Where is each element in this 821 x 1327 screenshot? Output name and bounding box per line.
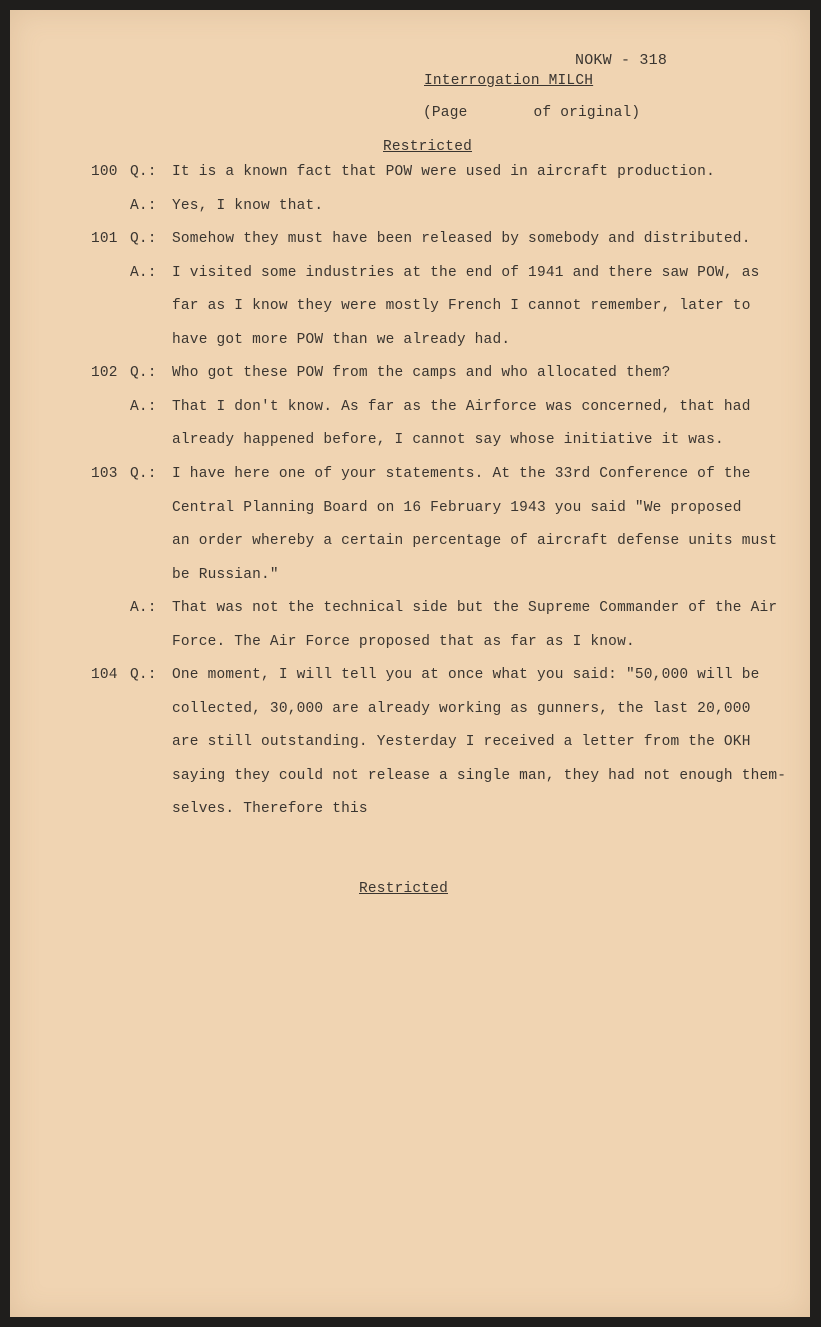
answer-label: A.: [130, 600, 157, 617]
document-title: Interrogation MILCH [424, 73, 594, 89]
classification-header: Restricted [383, 139, 473, 155]
answer-text-line: already happened before, I cannot say whose initiative it was. [172, 432, 724, 449]
question-text-line: It is a known fact that POW were used in aircraft production. [172, 164, 715, 180]
question-text-line: saying they could not release a single man, they had not enough them- [172, 767, 787, 784]
question-text-line: collected, 30,000 are already working as gunners, the last 20,000 [172, 700, 751, 717]
question-text-line: an order whereby a certain percentage of aircraft defense units must [172, 533, 778, 550]
page-note-right: of original) [533, 105, 641, 121]
answer-label: A.: [130, 398, 157, 415]
question-text-line: Central Planning Board on 16 February 1943 you said "We proposed [172, 499, 742, 516]
question-text-line: Somehow they must have been released by somebody and distributed. [172, 231, 751, 248]
question-number: 100 [91, 164, 118, 180]
question-text-line: One moment, I will tell you at once what you said: "50,000 will be [172, 667, 760, 684]
document-number: NOKW - 318 [575, 52, 668, 69]
answer-text-line: I visited some industries at the end of 1941 and there saw POW, as [172, 264, 760, 281]
answer-text-line: That I don't know. As far as the Airforce was concerned, that had [172, 398, 751, 415]
question-label: Q.: [130, 365, 157, 382]
question-number: 104 [91, 667, 118, 684]
question-number: 102 [91, 365, 118, 382]
answer-label: A.: [130, 264, 157, 281]
answer-text-line: That was not the technical side but the Supreme Commander of the Air [172, 600, 778, 617]
classification-footer: Restricted [359, 881, 449, 897]
answer-text-line: far as I know they were mostly French I cannot remember, later to [172, 298, 751, 315]
question-text-line: be Russian." [172, 566, 279, 583]
page-note-left: (Page [423, 105, 468, 121]
answer-text-line: Force. The Air Force proposed that as far as I know. [172, 633, 635, 650]
answer-label: A.: [130, 197, 157, 214]
question-text-line: selves. Therefore this [172, 801, 368, 818]
question-number: 101 [91, 231, 118, 248]
question-number: 103 [91, 465, 118, 482]
document-page [10, 10, 810, 1317]
question-text-line: are still outstanding. Yesterday I received a letter from the OKH [172, 734, 751, 751]
answer-text-line: have got more POW than we already had. [172, 331, 511, 348]
page-reference-note [423, 104, 640, 122]
answer-text-line: Yes, I know that. [172, 197, 324, 214]
question-text-line: Who got these POW from the camps and who allocated them? [172, 365, 671, 382]
question-label: Q.: [130, 667, 157, 684]
question-label: Q.: [130, 164, 157, 180]
question-label: Q.: [130, 231, 157, 248]
question-text-line: I have here one of your statements. At the 33rd Conference of the [172, 465, 751, 482]
question-label: Q.: [130, 465, 157, 482]
